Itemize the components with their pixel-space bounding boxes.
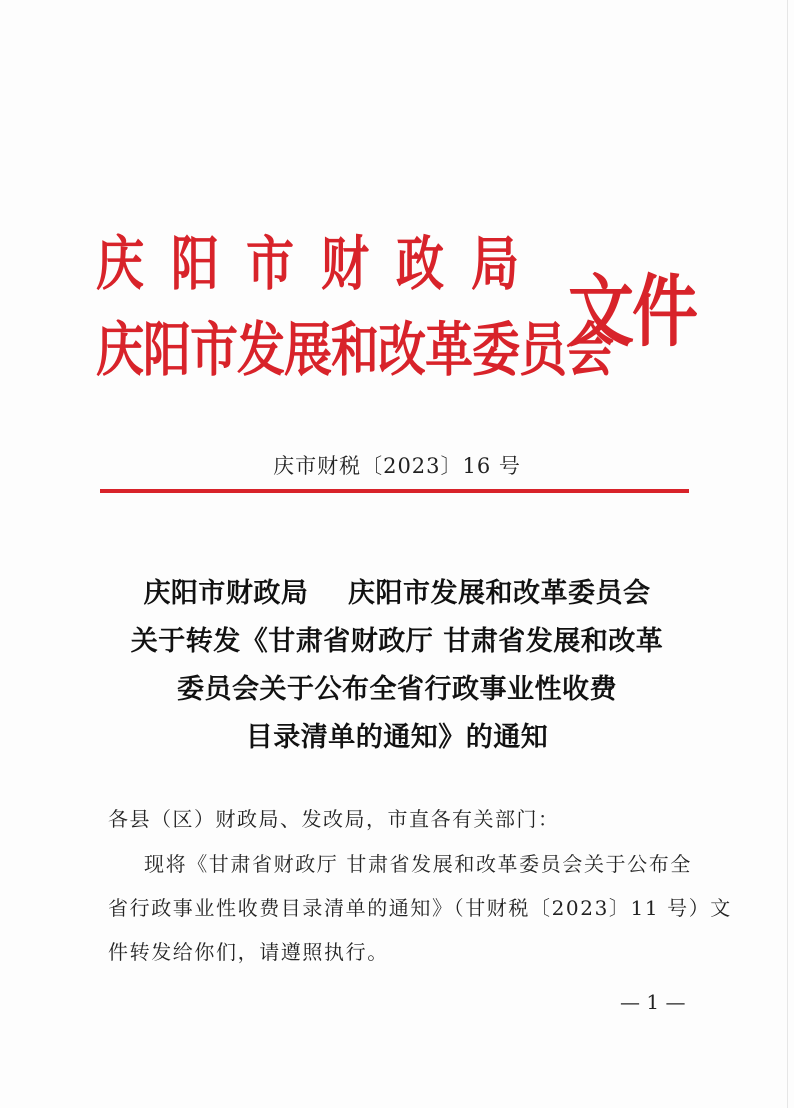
- title-line: 目录清单的通知》的通知: [245, 722, 549, 753]
- paragraph-line: 省行政事业性收费目录清单的通知》（甘财税〔2023〕11 号）文: [108, 896, 732, 920]
- body-paragraph: [108, 842, 732, 974]
- salutation: 各县（区）财政局、发改局，市直各有关部门：: [108, 807, 560, 831]
- title-line: 委员会关于公布全省行政事业性收费: [177, 674, 617, 705]
- red-masthead: [96, 205, 696, 405]
- paragraph-line: 件转发给你们，请遵照执行。: [108, 940, 389, 964]
- title-line: 庆阳市财政局 庆阳市发展和改革委员会: [143, 578, 651, 609]
- page-edge-line: [787, 0, 788, 1108]
- issuer-name-finance-bureau: 庆阳市财政局: [96, 230, 547, 299]
- title-line: 关于转发《甘肃省财政厅 甘肃省发展和改革: [130, 626, 664, 657]
- document-number: 庆市财税〔2023〕16 号: [273, 454, 521, 478]
- page-number: — 1 —: [620, 990, 686, 1014]
- paragraph-line: 现将《甘肃省财政厅 甘肃省发展和改革委员会关于公布全: [144, 852, 692, 876]
- red-separator-line: [100, 489, 689, 493]
- document-title: [0, 570, 794, 762]
- masthead-document-word: 文件: [568, 266, 696, 358]
- issuer-name-development-reform-commission: 庆阳市发展和改革委员会: [96, 316, 614, 385]
